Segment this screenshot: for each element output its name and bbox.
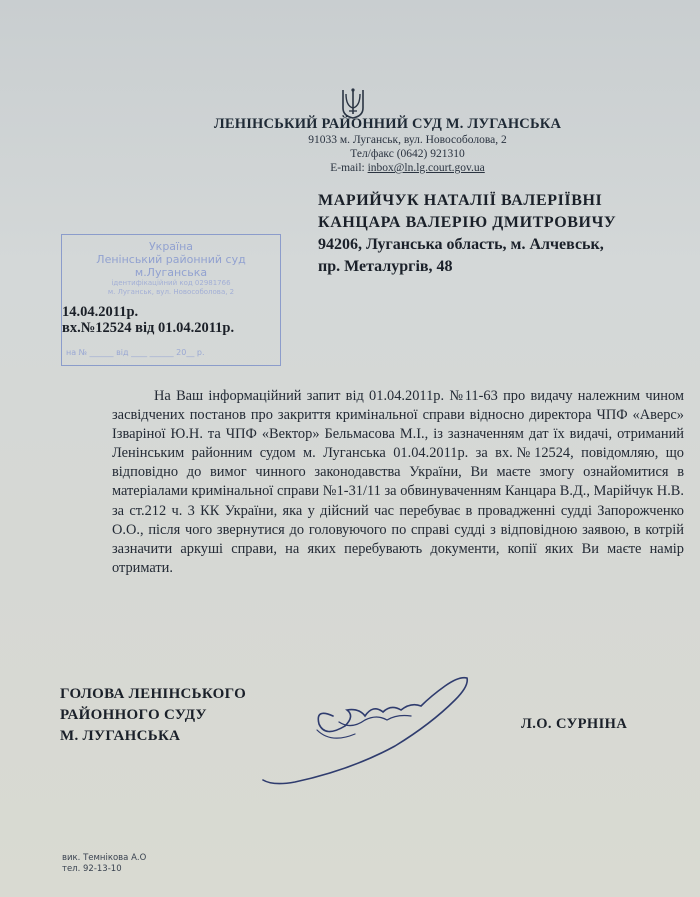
signatory-title-1: ГОЛОВА ЛЕНІНСЬКОГО	[60, 686, 247, 702]
executor-footer	[62, 853, 146, 875]
letter-body	[112, 387, 684, 578]
executor-name: вик. Темнікова А.О	[62, 853, 147, 863]
stamp-address: м. Луганськ, вул. Новособолова, 2	[107, 288, 235, 296]
handwritten-signature-icon	[255, 664, 485, 794]
court-email-line	[230, 161, 585, 175]
court-address: 91033 м. Луганськ, вул. Новособолова, 2	[308, 134, 507, 146]
body-paragraph: На Ваш інформаційний запит від 01.04.2011р. №11-63 про видачу належним чином засвідчених постанов про закриття кримінальної справи відносно директора ЧПФ «Аверс» Ізваріної Ю.Н. та ЧПФ «Вектор» Бельмасова М.І., із зазначенням дат їх видачі, отриманий Ленінським районним судом м. Луганська 01.04.2011р. за вх.№12524, повідомляю, що відповідно до вимог чинного законодавства України, Ви маєте змогу ознайомитися в матеріалами кримінальної справи №1-31/11 за обвинуваченням Канцара В.Д., Марійчук Н.В. за ст.212 ч. 3 КК України, яка у дійсний час перебуває в провадженні судді Запорожченко О.О., після чого звернутися до головуючого по справі судді з відповідною заявою, в котрій зазначити аркуші справи, на яких перебувають документи, копії яких Ви маєте намір отримати.	[112, 388, 684, 576]
registration-stamp	[61, 234, 281, 366]
recipient-name-2: КАНЦАРА ВАЛЕРІЮ ДМИТРОВИЧУ	[318, 214, 617, 231]
stamp-code: ідентифікаційний код 02981766	[111, 279, 231, 287]
recipient-address-1: 94206, Луганська область, м. Алчевськ,	[318, 236, 604, 253]
stamp-country: Україна	[148, 240, 194, 253]
signatory-title-2: РАЙОННОГО СУДУ	[60, 707, 207, 723]
recipient-name-1: МАРИЙЧУК НАТАЛІЇ ВАЛЕРІЇВНІ	[318, 192, 603, 209]
stamp-court: Ленінський районний суд	[96, 253, 246, 266]
executor-phone: тел. 92-13-10	[62, 864, 122, 874]
court-phone: Тел/факс (0642) 921310	[350, 148, 465, 160]
received-date: 14.04.2011р.	[62, 304, 139, 320]
court-email-prefix: E-mail:	[330, 162, 368, 174]
signatory-title-3: М. ЛУГАНСЬКА	[60, 728, 181, 744]
court-header	[190, 116, 585, 175]
signatory-title	[60, 684, 246, 747]
recipient-block	[318, 190, 688, 278]
court-email: inbox@ln.lg.court.gov.ua	[367, 162, 485, 174]
stamp-city: м.Луганська	[134, 266, 208, 279]
stamp-number-line: на № ______ від ____ ______ 20__ р.	[66, 348, 205, 357]
trident-emblem-icon	[340, 86, 366, 120]
incoming-reference: вх.№12524 від 01.04.2011р.	[62, 320, 235, 336]
court-name: ЛЕНІНСЬКИЙ РАЙОННИЙ СУД М. ЛУГАНСЬКА	[213, 116, 562, 132]
recipient-address-2: пр. Металургів, 48	[318, 258, 453, 275]
signer-name: Л.О. СУРНІНА	[521, 716, 628, 732]
